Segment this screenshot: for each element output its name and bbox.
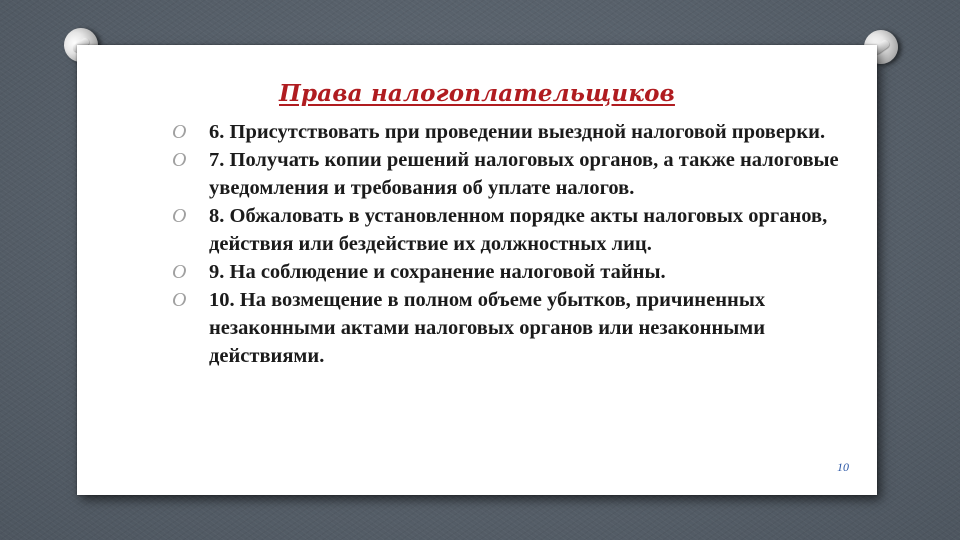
- list-item-text: 8. Обжаловать в установленном порядке акты налоговых органов, действия или бездействие их должностных лиц.: [209, 205, 828, 255]
- slide-card: [77, 45, 877, 495]
- list-item-text: 10. На возмещение в полном объеме убытков, причиненных незаконными актами налоговых органов или незаконными действиями.: [209, 289, 766, 367]
- bullet-marker-icon: O: [172, 149, 187, 171]
- bullet-marker-icon: O: [172, 289, 187, 311]
- list-item: [172, 286, 869, 370]
- slide-title: Права налогоплательщиков: [279, 80, 675, 107]
- list-item: [172, 146, 869, 202]
- list-item-text: 7. Получать копии решений налоговых органов, а также налоговые уведомления и требования об уплате налогов.: [209, 149, 839, 199]
- slide-number: 10: [837, 460, 849, 474]
- rights-list: [172, 118, 869, 370]
- bullet-marker-icon: O: [172, 205, 187, 227]
- list-item: [172, 118, 869, 146]
- list-item: [172, 258, 869, 286]
- list-item: [172, 202, 869, 258]
- list-item-text: 6. Присутствовать при проведении выездной налоговой проверки.: [209, 121, 826, 143]
- list-item-text: 9. На соблюдение и сохранение налоговой тайны.: [209, 261, 666, 283]
- bullet-marker-icon: O: [172, 261, 187, 283]
- bullet-marker-icon: O: [172, 121, 187, 143]
